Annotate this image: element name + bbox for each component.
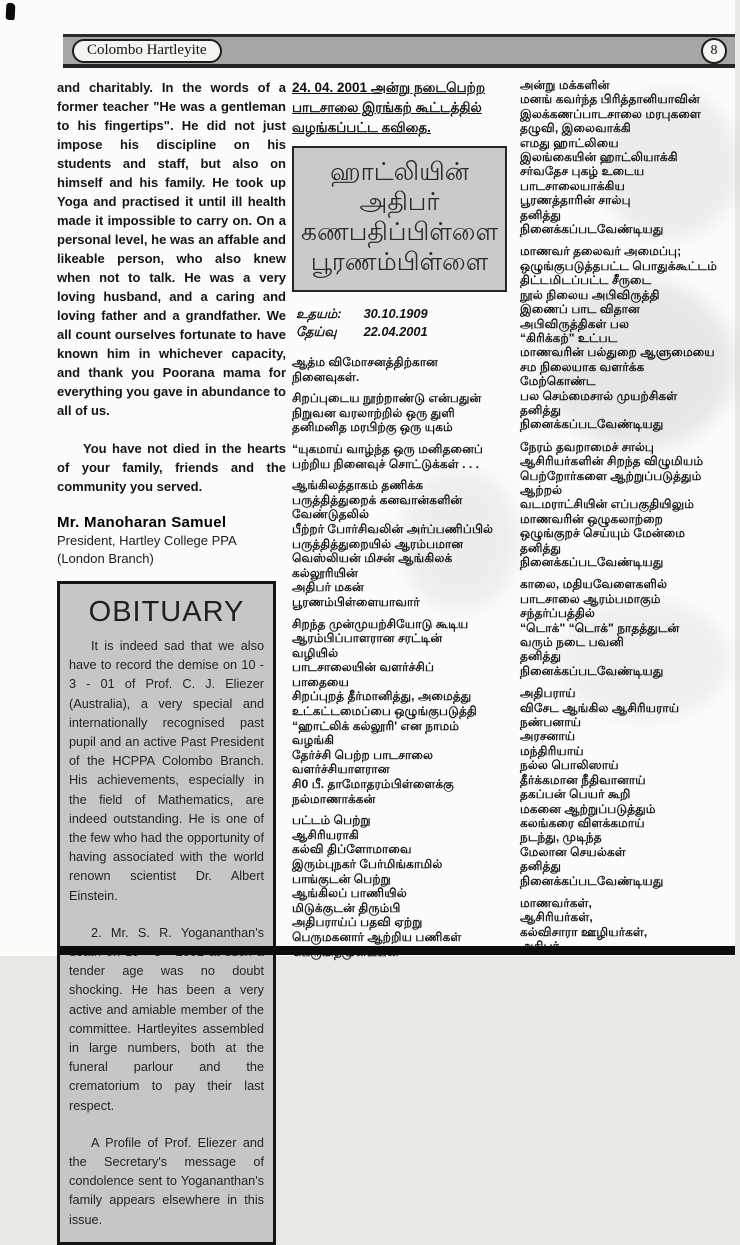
poem-line: தனித்து bbox=[520, 402, 562, 417]
poem-line: உட்கட்டமைப்பை ஒழுங்குபடுத்தி bbox=[292, 704, 477, 719]
birth-date: 30.10.1909 bbox=[363, 306, 428, 321]
poem-stanza bbox=[292, 813, 507, 959]
poem-line: இலக்கணப்பாடசாலை மரபுகளை bbox=[520, 106, 701, 121]
poem-line: பூரணத்தாரின் சால்பு bbox=[520, 193, 631, 208]
left-column bbox=[57, 78, 286, 1245]
poem-line: பீற்றர் போர்சிவலின் அர்ப்பணிப்பில் bbox=[292, 521, 494, 536]
poem-line: அதிபராய்ப் பதவி ஏற்று bbox=[292, 915, 423, 930]
poem-stanzas-middle bbox=[292, 355, 507, 959]
poem-stanza bbox=[520, 577, 733, 678]
obituary-paragraph-1: It is indeed sad that we also have to record the demise on 10 - 3 - 01 of Prof. C. J. Eliezer (Australia), a very special and internationally recognised past pupil and an active Past President of the HCPPA Colombo Branch. His achievements, especially in the field of Mathematics, are indeed outstanding. He is one of the few who had the opportunity of having associated with the world renown scientist Dr. Albert Einstein. bbox=[69, 639, 264, 903]
poem-line: “டொக்" “டொக்" நாதத்துடன் bbox=[520, 620, 680, 635]
poem-line: நினைக்கப்படவேண்டியது bbox=[520, 873, 664, 888]
poem-line: சிறப்புடைய நூற்றாண்டு என்பதுன் bbox=[292, 391, 482, 406]
poem-stanza bbox=[292, 355, 507, 384]
text-line: பூரணம்பிள்ளை bbox=[310, 249, 489, 276]
poem-line: பருத்தித்துறையில் ஆரம்பமான bbox=[292, 536, 464, 551]
poem-line: கல்லூரியின் bbox=[292, 565, 358, 580]
poem-line: சர்வதேச புகழ் உடைய bbox=[520, 164, 645, 179]
poem-line: பருத்தித்துறைக் கனவான்களின் bbox=[292, 492, 463, 507]
poem-stanza bbox=[292, 617, 507, 807]
death-date-row bbox=[296, 323, 507, 341]
poem-line: மாணவரின் பல்துறை ஆளுமையை bbox=[520, 345, 715, 360]
poem-line: தேர்ச்சி பெற்ற பாடசாலை bbox=[292, 747, 434, 762]
print-artifact-mark bbox=[6, 3, 16, 20]
bottom-rule bbox=[60, 946, 735, 955]
poem-line: வழங்கி bbox=[292, 733, 335, 748]
right-column bbox=[520, 78, 733, 962]
poem-line: தனித்து bbox=[520, 207, 562, 222]
poem-line: வரும் நடை பவனி bbox=[520, 635, 624, 650]
poem-line: வழியில் bbox=[292, 645, 339, 660]
poem-line: ஆசிரியர்கள், bbox=[520, 910, 593, 925]
poem-line: ஒழுங்குறச் செய்யும் மேன்மை bbox=[520, 526, 686, 541]
poem-line: வளர்ச்சியாளரான bbox=[292, 762, 390, 777]
poem-line: தனித்து bbox=[520, 649, 562, 664]
poem-stanza bbox=[520, 78, 733, 236]
poem-line: நினைக்கப்படவேண்டியது bbox=[520, 555, 664, 569]
poem-line: அபிவிருத்திகள் பல bbox=[520, 316, 630, 331]
poem-line: நல்ல பொலிஸாய் bbox=[520, 758, 619, 773]
tribute-paragraph-1: and charitably. In the words of a former teacher "He was a gentleman to his fingertips". He did not just impose his discipline on his students and staff, but also on himself and his family. He took up Yoga and practised it until ill health made it impossible to carry on. On a personal level, he was an affable and likeable person, who also knew when not to talk. He was a very loving husband, and a caring and loving father and a grandfather. We all count ourselves fortunate to have known him in whichever capacity, and thank you Poorana mama for everything you gave in abundance to all of us. bbox=[57, 80, 286, 418]
text-line: கணபதிப்பிள்ளை bbox=[300, 219, 499, 246]
poem-line: ஒழுங்குபடுத்தபட்ட பொதுக்கூட்டம் bbox=[520, 258, 718, 273]
poem-line: தகப்பன் பெயர் கூறி bbox=[520, 787, 631, 802]
poem-line: மாணவர் தலைவர் அமைப்பு; bbox=[520, 244, 682, 259]
poem-line: கல்விசாரா ஊழியர்கள், bbox=[520, 924, 648, 939]
poem-stanza bbox=[520, 896, 733, 954]
poem-line: அரசனாய் bbox=[520, 729, 576, 744]
poem-line: மிடுக்குடன் திரும்பி bbox=[292, 900, 401, 915]
poem-line: தழுவி, இலைவாக்கி bbox=[520, 121, 631, 136]
poem-line: நினைவுகள். bbox=[292, 369, 360, 384]
poem-line: பெற்றோர்களை ஆற்றுப்படுத்தும் bbox=[520, 468, 702, 483]
poem-line: காலை, மதியவேளைகளில் bbox=[520, 577, 668, 592]
poem-line: தனிமனித மரபிற்கு ஒரு யுகம் bbox=[292, 420, 453, 435]
poem-line: நேரம் தவறாமைச் சால்பு bbox=[520, 439, 655, 454]
masthead-bar bbox=[63, 34, 735, 68]
poem-line: மேற்கொண்ட bbox=[520, 374, 596, 389]
poem-line: வடமராட்சியின் எப்பகுதியிலும் bbox=[520, 497, 695, 512]
poem-line: பெருமகனார் ஆற்றிய பணிகள் bbox=[292, 929, 462, 944]
masthead-title: Colombo Hartleyite bbox=[72, 39, 222, 63]
poem-line: சிறந்த முன்முயற்சியோடு கூடிய bbox=[292, 616, 469, 631]
poem-line: தீர்க்கமான நீதிவானாய் bbox=[520, 772, 646, 787]
poem-line: நிறுவன வரலாற்றில் ஒரு துளி bbox=[292, 405, 455, 420]
signature-name: Mr. Manoharan Samuel bbox=[57, 514, 227, 531]
poem-line: இணைப் பாட விதான bbox=[520, 302, 640, 317]
birth-date-row bbox=[296, 305, 507, 323]
poem-line: ஆசிரியராகி bbox=[292, 827, 359, 842]
poem-line: பாங்குடன் பெற்று bbox=[292, 871, 391, 886]
poem-line: பாடசாலையின் வளர்ச்சிப் bbox=[292, 660, 435, 675]
poem-line: மந்திரியாய் bbox=[520, 743, 584, 758]
poem-line: மகனை ஆற்றுப்படுத்தும் bbox=[520, 801, 656, 816]
poem-line: தனித்து bbox=[520, 540, 562, 555]
poem-stanza bbox=[520, 686, 733, 888]
poem-line: திட்டமிடப்பட்ட சீருடை bbox=[520, 273, 652, 288]
obituary-paragraph-3: A Profile of Prof. Eliezer and the Secretary's message of condolence sent to Yogananthan's family appears elsewhere in this issue. bbox=[69, 1135, 264, 1227]
death-date: 22.04.2001 bbox=[363, 324, 428, 339]
tribute-paragraph-2: You have not died in the hearts of your family, friends and the community you served. bbox=[57, 441, 286, 494]
poem-line: அன்று மக்களின் bbox=[520, 78, 610, 92]
poem-line: கலங்கரை விளக்கமாய் bbox=[520, 815, 645, 830]
poem-line: பாடசாலையாக்கிய bbox=[520, 178, 625, 193]
poem-stanza bbox=[292, 478, 507, 609]
poem-line: மாணவர்கள், bbox=[520, 895, 592, 910]
poem-line: நண்பனாய் bbox=[520, 715, 582, 730]
poem-line: இரும்புநகர் பேர்மிங்காமில் bbox=[292, 857, 443, 871]
poem-stanzas-right bbox=[520, 78, 733, 954]
text-line: ஹாட்லியின் bbox=[330, 159, 469, 186]
poem-stanza bbox=[292, 442, 507, 471]
poem-line: நினைக்கப்படவேண்டியது bbox=[520, 222, 664, 237]
poem-line: தனித்து bbox=[520, 859, 562, 874]
poem-line: ஆரம்பிப்பாளரான சரட்டின் bbox=[292, 631, 443, 646]
poem-line: வேண்டுதலில் bbox=[292, 507, 370, 522]
poem-heading: 24. 04. 2001 அன்று நடைபெற்ற பாடசாலை இரங்கற் கூட்டத்தில் வழங்கப்பட்ட கவிதை. bbox=[292, 80, 486, 135]
obituary-paragraph-2: 2. Mr. S. R. Yogananthan's tender age was no doubt shocking. He has been a very active and amiable member of the committee. Hartleyites assembled in large numbers, both at the funeral parlour and the crematorium to pay their last respect. bbox=[69, 925, 264, 1113]
poem-title-box bbox=[292, 146, 507, 292]
poem-line: பட்டம் பெற்று bbox=[292, 813, 371, 828]
poem-line: ஆசிரியர்களின் சிறந்த விழுமியம் bbox=[520, 454, 704, 469]
poem-line: ஆத்ம விமோசனத்திற்கான bbox=[292, 355, 439, 369]
poem-line: பல செம்மைசால் முயற்சிகள் bbox=[520, 388, 678, 403]
death-label: தேய்வு bbox=[296, 324, 337, 339]
obituary-title: OBITUARY bbox=[88, 596, 245, 628]
poem-line: பூரணம்பிள்ளையாவார் bbox=[292, 594, 420, 609]
poem-line: “ஹாட்லிக் கல்லூரி' என நாமம் bbox=[292, 718, 460, 733]
poem-line: ஆங்கிலத்தாகம் தணிக்க bbox=[292, 478, 424, 493]
poem-line: மேலான செயல்கள் bbox=[520, 844, 626, 859]
poem-line: பாதையை bbox=[292, 674, 349, 689]
poem-line: ஆங்கிலப் பாணியில் bbox=[292, 886, 407, 901]
poem-line: நல்மாணாக்கன் bbox=[292, 791, 376, 806]
poem-line: கல்வி திப்ளோமாவை bbox=[292, 842, 412, 857]
poem-stanza bbox=[292, 391, 507, 435]
poem-line: நினைக்கப்படவேண்டியது bbox=[520, 417, 664, 432]
poem-line: “கிரிக்கற்" உட்பட bbox=[520, 330, 618, 345]
poem-line: ஆற்றல் bbox=[520, 482, 563, 497]
poem-stanza bbox=[520, 244, 733, 431]
poem-line: பாடசாலை ஆரம்பமாகும் bbox=[520, 591, 661, 606]
signature-title: President, Hartley College PPA (London Branch) bbox=[57, 533, 236, 566]
obituary-box bbox=[57, 581, 276, 1245]
poem-line: வெஸ்லியன் மிசன் ஆங்கிலக் bbox=[292, 551, 453, 566]
poem-line: சந்தர்ப்பத்தில் bbox=[520, 606, 596, 621]
poem-line: எமது ஹாட்லியை bbox=[520, 135, 619, 150]
poem-stanza bbox=[520, 440, 733, 570]
poem-line: அதிபராய் bbox=[520, 686, 576, 701]
poem-line: சம நிலையாக வளர்க்க bbox=[520, 359, 645, 374]
poem-line: நூல் நிலைய அபிவிருத்தி bbox=[520, 287, 660, 302]
poem-line: இலங்கையின் ஹாட்லியாக்கி bbox=[520, 150, 678, 165]
poem-line: மனங் கவர்ந்த பிரித்தானியாவின் bbox=[520, 92, 700, 107]
poem-line: சிறப்புறத் தீர்மானித்து, அமைத்து bbox=[292, 689, 472, 704]
poem-line: “யுகமாய் வாழ்ந்த ஒரு மனிதனைப் bbox=[292, 441, 483, 456]
poem-line: நடந்து, முடிந்த bbox=[520, 830, 602, 845]
life-dates bbox=[296, 305, 507, 341]
poem-line: பற்றிய நினைவுச் சொட்டுக்கள் . . . bbox=[292, 456, 480, 471]
poem-line: மாணவரின் ஒழுகலாற்றை bbox=[520, 511, 663, 526]
poem-line: நினைக்கப்படவேண்டியது bbox=[520, 663, 664, 678]
text-line: அதிபர் bbox=[359, 189, 440, 216]
poem-line: சி0 பீ. தாமோதரம்பிள்ளைக்கு bbox=[292, 777, 454, 792]
middle-column bbox=[292, 78, 507, 966]
birth-label: உதயம்: bbox=[296, 306, 342, 321]
poem-line: விசேட ஆங்கில ஆசிரியராய் bbox=[520, 700, 680, 715]
poem-line: அதிபர் மகன் bbox=[292, 580, 364, 595]
page-number-badge: 8 bbox=[701, 38, 727, 64]
